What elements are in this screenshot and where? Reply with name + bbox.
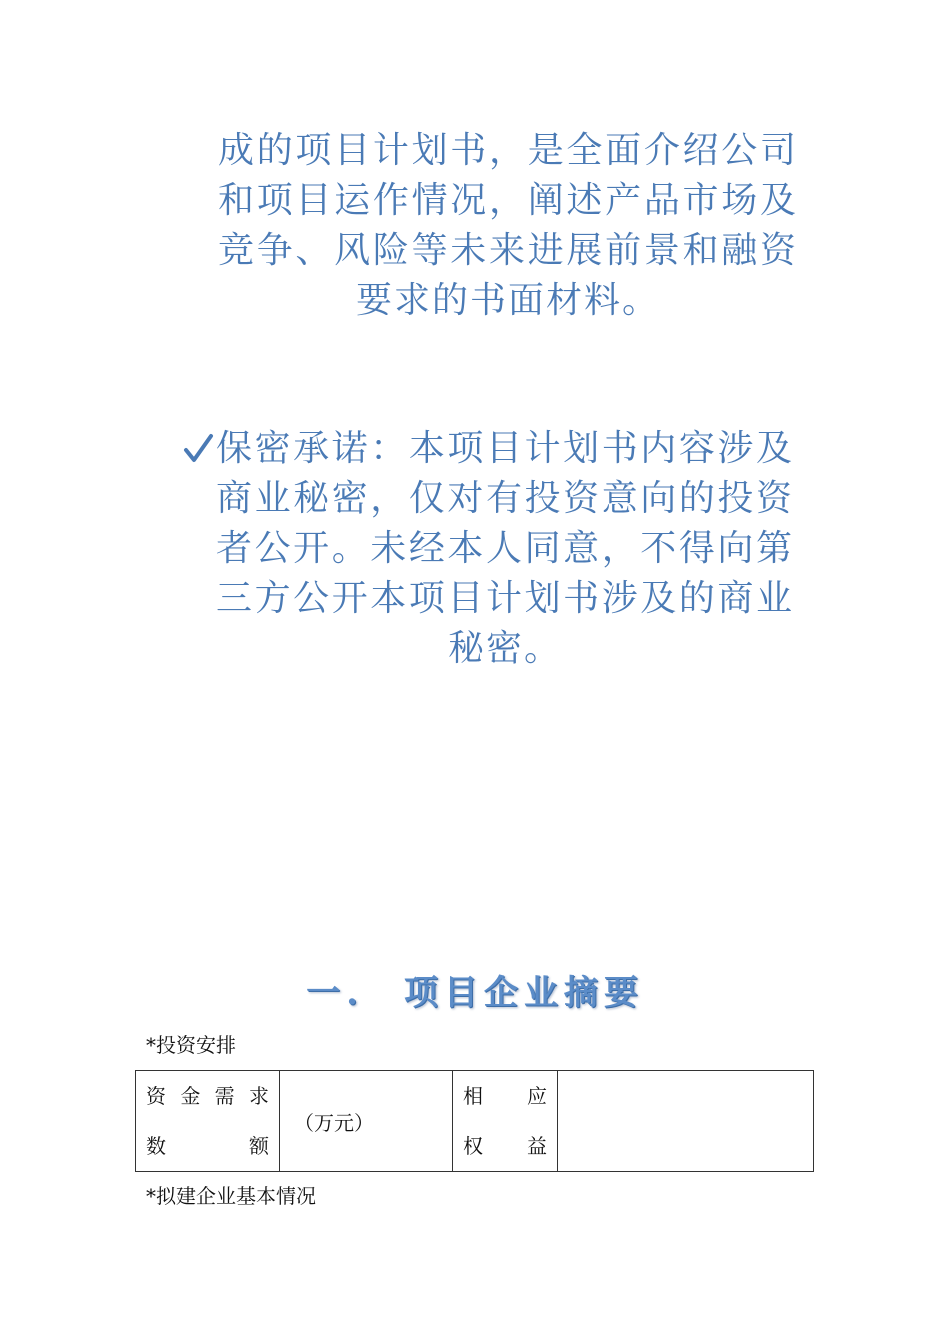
section-heading: [0, 968, 950, 1018]
company-info-heading: *拟建企业基本情况: [146, 1184, 316, 1208]
confidentiality-text: 保密承诺：本项目计划书内容涉及商业秘密，仅对有投资意向的投资者公开。未经本人同意，不得向第三方公开本项目计划书涉及的商业秘密。: [216, 428, 794, 669]
checkmark-icon: [180, 424, 216, 474]
investment-heading: *投资安排: [146, 1033, 236, 1057]
section-number: 一.: [306, 973, 364, 1013]
equity-value: [558, 1071, 814, 1172]
confidentiality-notice: [180, 424, 800, 674]
equity-label: 相 应 权 益: [453, 1071, 558, 1172]
investment-table: [135, 1070, 814, 1172]
funding-amount-label: 资 金 需 求 数 额: [136, 1071, 280, 1172]
funding-amount-value: （万元）: [280, 1071, 453, 1172]
section-title: 项目企业摘要: [403, 973, 644, 1013]
table-row: [136, 1071, 814, 1172]
intro-paragraph: 成的项目计划书，是全面介绍公司和项目运作情况，阐述产品市场及竞争、风险等未来进展前景和融资要求的书面材料。: [218, 130, 798, 321]
